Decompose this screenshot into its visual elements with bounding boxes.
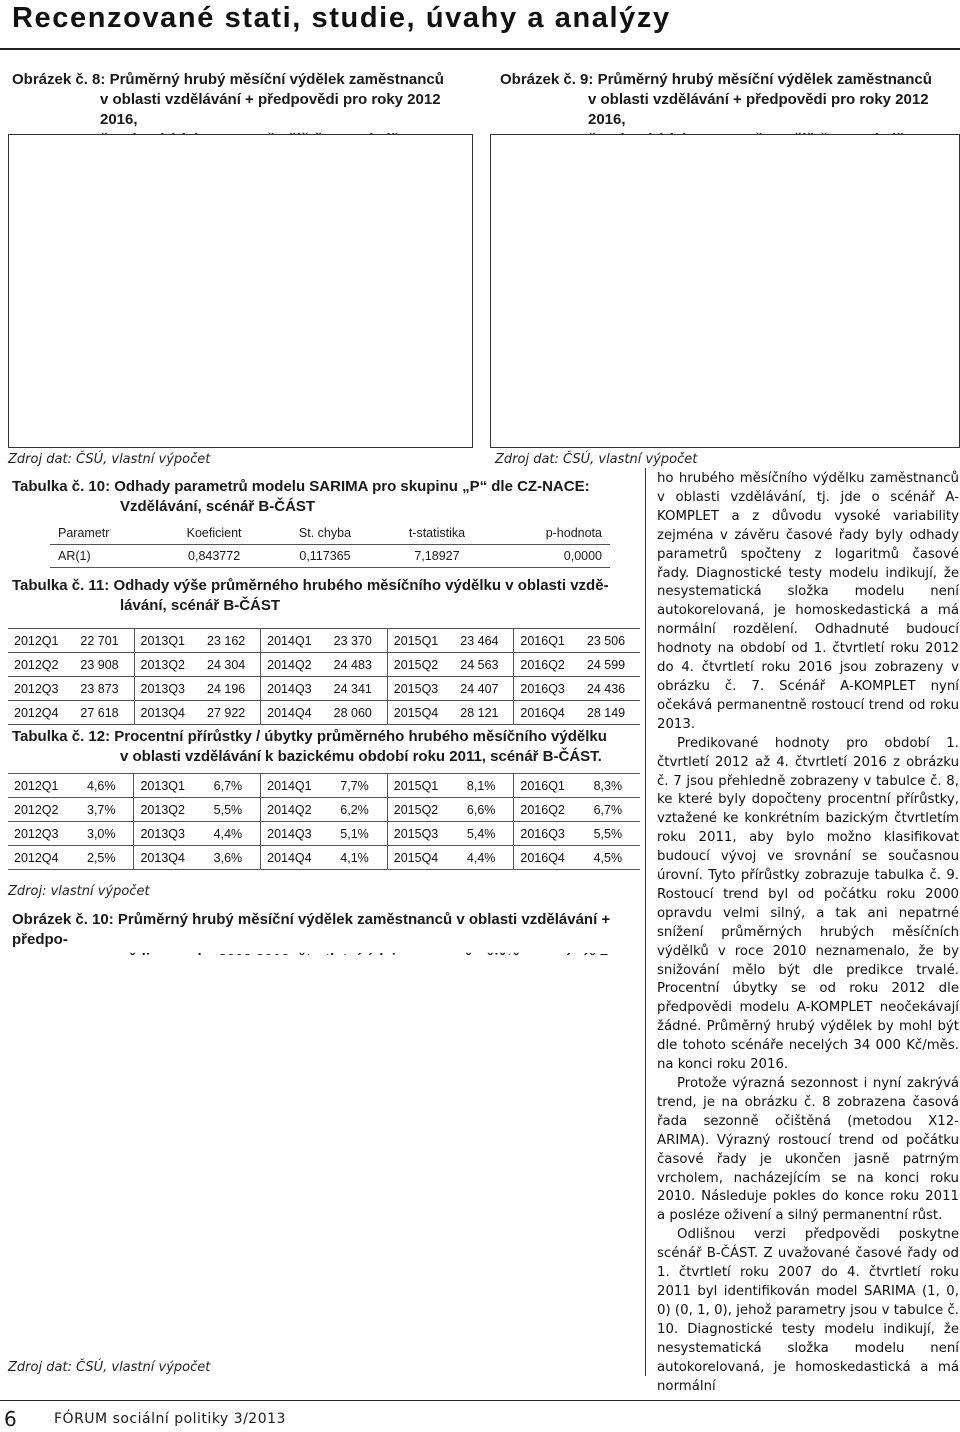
quarter-label: 2014Q1 (261, 774, 335, 798)
article-body-text (657, 470, 959, 1396)
quarter-label: 2016Q4 (514, 701, 581, 725)
quarter-label: 2016Q1 (514, 629, 581, 653)
table-10-cell: 0,117365 (271, 545, 380, 568)
quarter-value: 23 162 (201, 629, 261, 653)
page-number: 6 (4, 1407, 17, 1431)
table-row (8, 798, 640, 822)
quarter-label: 2013Q3 (134, 822, 208, 846)
quarter-value: 2,5% (81, 846, 134, 870)
quarter-label: 2016Q4 (514, 846, 588, 870)
table-row (8, 822, 640, 846)
quarter-label: 2012Q4 (8, 701, 74, 725)
quarter-value: 28 060 (328, 701, 388, 725)
quarter-value: 27 922 (201, 701, 261, 725)
quarter-label: 2015Q3 (387, 822, 461, 846)
quarter-label: 2012Q2 (8, 653, 74, 677)
table-row (8, 774, 640, 798)
quarter-value: 24 436 (581, 677, 640, 701)
footer-divider (0, 1400, 960, 1401)
table-12-title-line1: Procentní přírůstky / úbytky průměrného hrubého měsíčního výdělku (114, 728, 607, 745)
quarter-value: 22 701 (74, 629, 134, 653)
quarter-label: 2015Q2 (387, 798, 461, 822)
figure-8-title-line2: v oblasti vzdělávání + předpovědi pro roky 2012 2016, (100, 91, 441, 128)
quarter-value: 24 483 (328, 653, 388, 677)
quarter-label: 2012Q1 (8, 774, 81, 798)
quarter-label: 2013Q1 (134, 629, 201, 653)
quarter-value: 27 618 (74, 701, 134, 725)
quarter-label: 2015Q3 (387, 677, 454, 701)
quarter-label: 2012Q3 (8, 677, 74, 701)
quarter-value: 6,6% (461, 798, 514, 822)
table-10-cell: 0,0000 (495, 545, 610, 568)
quarter-value: 8,1% (461, 774, 514, 798)
table-row (8, 629, 640, 653)
body-paragraph: Predikované hodnoty pro období 1. čtvrtletí 2012 až 4. čtvrtletí 2016 z obrázku č. 7 jsou přehledně zobrazeny v tabulce č. 8, ke které byly dopočteny procentní přírůstky, vztažené ke konkrétním bazickým čtvrtletím roku 2011, aby bylo možno klasifikovat budoucí vývoj ve srovnání se současnou úrovní. Tyto přírůstky zobrazuje tabulka č. 9. Rostoucí trend byl od počátku roku 2000 opravdu velmi silný, a tak ani nepatrné snížení průměrných hrubých měsíčních výdělků v roce 2010 neznamenalo, že by snižování mělo být dle predikce trvalé. Procentní úbytky se od roku 2012 dle předpovědi modelu A-KOMPLET neočekávají žádné. Průměrný hrubý výdělek by mohl být dle tohoto scénáře necelých 34 000 Kč/měs. na konci roku 2016. (657, 735, 959, 1073)
figure-9-source: Zdroj dat: ČSÚ, vlastní výpočet (495, 452, 698, 467)
quarter-label: 2015Q1 (387, 774, 461, 798)
quarter-value: 24 304 (201, 653, 261, 677)
quarter-label: 2014Q3 (261, 822, 335, 846)
table-10-cell: 7,18927 (379, 545, 494, 568)
quarter-value: 6,7% (588, 798, 640, 822)
quarter-value: 4,4% (208, 822, 261, 846)
quarter-value: 4,5% (588, 846, 640, 870)
quarter-value: 5,5% (208, 798, 261, 822)
body-paragraph: Odlišnou verzi předpovědi poskytne scénář B-ČÁST. Z uvažované časové řady od 1. čtvrtletí roku 2007 do 4. čtvrtletí roku 2011 byl identifikován model SARIMA (1, 0, 0) (0, 1, 0), jehož parametry jsou v tabulce č. 10. Diagnostické testy modelu indikují, že nesystematická složka modelu není autokorelovaná, je homoskedastická a má normální (657, 1227, 959, 1394)
quarter-label: 2013Q4 (134, 846, 208, 870)
column-divider (645, 468, 646, 1376)
figure-8-label: Obrázek č. 8: (12, 71, 106, 88)
table-10-title-line2: Vzdělávání, scénář B-ČÁST (120, 498, 316, 515)
quarter-value: 4,1% (334, 846, 387, 870)
quarter-value: 6,2% (334, 798, 387, 822)
table-12-title-line2: v oblasti vzdělávání k bazickému období roku 2011, scénář B-ČÁST. (120, 748, 602, 765)
quarter-value: 24 563 (454, 653, 514, 677)
quarter-value: 24 599 (581, 653, 640, 677)
figure-9-label: Obrázek č. 9: (500, 71, 594, 88)
figure-10-chart-area (8, 955, 640, 1349)
quarter-value: 3,7% (81, 798, 134, 822)
journal-name: FÓRUM sociální politiky 3/2013 (54, 1411, 286, 1427)
table-10-header: Parametr (50, 522, 158, 545)
table-10 (50, 522, 610, 568)
quarter-value: 5,1% (334, 822, 387, 846)
quarter-label: 2013Q2 (134, 798, 208, 822)
body-paragraph: Protože výrazná sezonnost i nyní zakrývá trend, je na obrázku č. 8 zobrazena časová řada sezonně očištěná (metodou X12-ARIMA). Výrazný rostoucí trend od počátku časové řady je ukončen jasně patrným vrcholem, nacházejícím se na konci roku 2010. Následuje pokles do konce roku 2011 a posléze oživení a silný permanentní růst. (657, 1076, 959, 1224)
figure-10-source: Zdroj dat: ČSÚ, vlastní výpočet (8, 1360, 211, 1375)
table-11-label: Tabulka č. 11: (12, 577, 110, 594)
table-10-header: p-hodnota (495, 522, 610, 545)
table-10-caption (12, 477, 637, 517)
quarter-value: 23 506 (581, 629, 640, 653)
table-10-header-row (50, 522, 610, 545)
quarter-label: 2016Q3 (514, 677, 581, 701)
table-10-header: St. chyba (271, 522, 380, 545)
quarter-value: 28 149 (581, 701, 640, 725)
quarter-label: 2016Q1 (514, 774, 588, 798)
quarter-label: 2014Q2 (261, 653, 328, 677)
header-divider (0, 48, 960, 50)
quarter-label: 2015Q1 (387, 629, 454, 653)
quarter-label: 2016Q3 (514, 822, 588, 846)
quarter-label: 2015Q2 (387, 653, 454, 677)
quarter-label: 2012Q2 (8, 798, 81, 822)
quarter-value: 3,6% (208, 846, 261, 870)
quarter-value: 5,5% (588, 822, 640, 846)
quarter-value: 24 196 (201, 677, 261, 701)
figure-10-title-line1: Průměrný hrubý měsíční výdělek zaměstnanců v oblasti vzdělávání + předpo- (12, 911, 611, 948)
table-row (8, 701, 640, 725)
quarter-label: 2015Q4 (387, 846, 461, 870)
table-row (50, 545, 610, 568)
table-11 (8, 628, 640, 725)
figure-10-label: Obrázek č. 10: (12, 911, 114, 928)
quarter-label: 2015Q4 (387, 701, 454, 725)
quarter-label: 2012Q4 (8, 846, 81, 870)
table-11-title-line2: lávání, scénář B-ČÁST (120, 597, 281, 614)
quarter-label: 2013Q2 (134, 653, 201, 677)
table-10-header: Koeficient (158, 522, 271, 545)
table-10-title-line1: Odhady parametrů modelu SARIMA pro skupinu „P“ dle CZ-NACE: (114, 478, 590, 495)
quarter-value: 7,7% (334, 774, 387, 798)
quarter-value: 4,6% (81, 774, 134, 798)
page-header-title: Recenzované stati, studie, úvahy a analýzy (12, 2, 671, 34)
quarter-value: 23 873 (74, 677, 134, 701)
quarter-label: 2013Q4 (134, 701, 201, 725)
quarter-label: 2014Q2 (261, 798, 335, 822)
table-row (8, 653, 640, 677)
quarter-label: 2016Q2 (514, 653, 581, 677)
table-11-title-line1: Odhady výše průměrného hrubého měsíčního výdělku v oblasti vzdě- (113, 577, 609, 594)
quarter-label: 2013Q3 (134, 677, 201, 701)
quarter-value: 5,4% (461, 822, 514, 846)
body-paragraph: ho hrubého měsíčního výdělku zaměstnanců v oblasti vzdělávání, tj. jde o scénář A-KOMPLET a z důvodu vysoké variability zejména v závěru časové řady byly odhady parametrů spočteny z logaritmů časové řady. Diagnostické testy modelu indikují, že nesystematická složka modelu není autokorelovaná, je homoskedastická a má normální rozdělení. Odhadnuté budoucí hodnoty na období od 1. čtvrtletí roku 2012 do 4. čtvrtletí roku 2016 jsou zobrazeny v obrázku č. 7. Scénář A-KOMPLET nyní očekává permanentně rostoucí trend od roku 2013. (657, 471, 959, 732)
table-10-cell: AR(1) (50, 545, 158, 568)
quarter-value: 23 464 (454, 629, 514, 653)
quarter-label: 2014Q3 (261, 677, 328, 701)
quarter-label: 2012Q1 (8, 629, 74, 653)
quarter-label: 2014Q4 (261, 701, 328, 725)
table-10-label: Tabulka č. 10: (12, 478, 111, 495)
table-11-caption (12, 576, 637, 616)
figure-8-chart-area (8, 134, 473, 448)
table-12-label: Tabulka č. 12: (12, 728, 111, 745)
quarter-label: 2014Q4 (261, 846, 335, 870)
quarter-label: 2016Q2 (514, 798, 588, 822)
quarter-label: 2014Q1 (261, 629, 328, 653)
figure-9-title-line2: v oblasti vzdělávání + předpovědi pro roky 2012 2016, (588, 91, 929, 128)
figure-8-source: Zdroj dat: ČSÚ, vlastní výpočet (8, 452, 211, 467)
quarter-value: 3,0% (81, 822, 134, 846)
quarter-value: 23 908 (74, 653, 134, 677)
table-row (8, 677, 640, 701)
figure-8-title-line1: Průměrný hrubý měsíční výdělek zaměstnanců (109, 71, 444, 88)
quarter-value: 8,3% (588, 774, 640, 798)
quarter-value: 24 407 (454, 677, 514, 701)
figure-9-chart-area (490, 134, 960, 448)
figure-9-title-line1: Průměrný hrubý měsíční výdělek zaměstnanců (597, 71, 932, 88)
table-10-header: t-statistika (379, 522, 494, 545)
table-12-caption (12, 727, 637, 767)
quarter-label: 2013Q1 (134, 774, 208, 798)
table-12 (8, 773, 640, 870)
table-12-source: Zdroj: vlastní výpočet (8, 884, 150, 899)
quarter-value: 24 341 (328, 677, 388, 701)
quarter-value: 28 121 (454, 701, 514, 725)
table-10-cell: 0,843772 (158, 545, 271, 568)
table-row (8, 846, 640, 870)
quarter-value: 6,7% (208, 774, 261, 798)
quarter-value: 4,4% (461, 846, 514, 870)
quarter-value: 23 370 (328, 629, 388, 653)
quarter-label: 2012Q3 (8, 822, 81, 846)
